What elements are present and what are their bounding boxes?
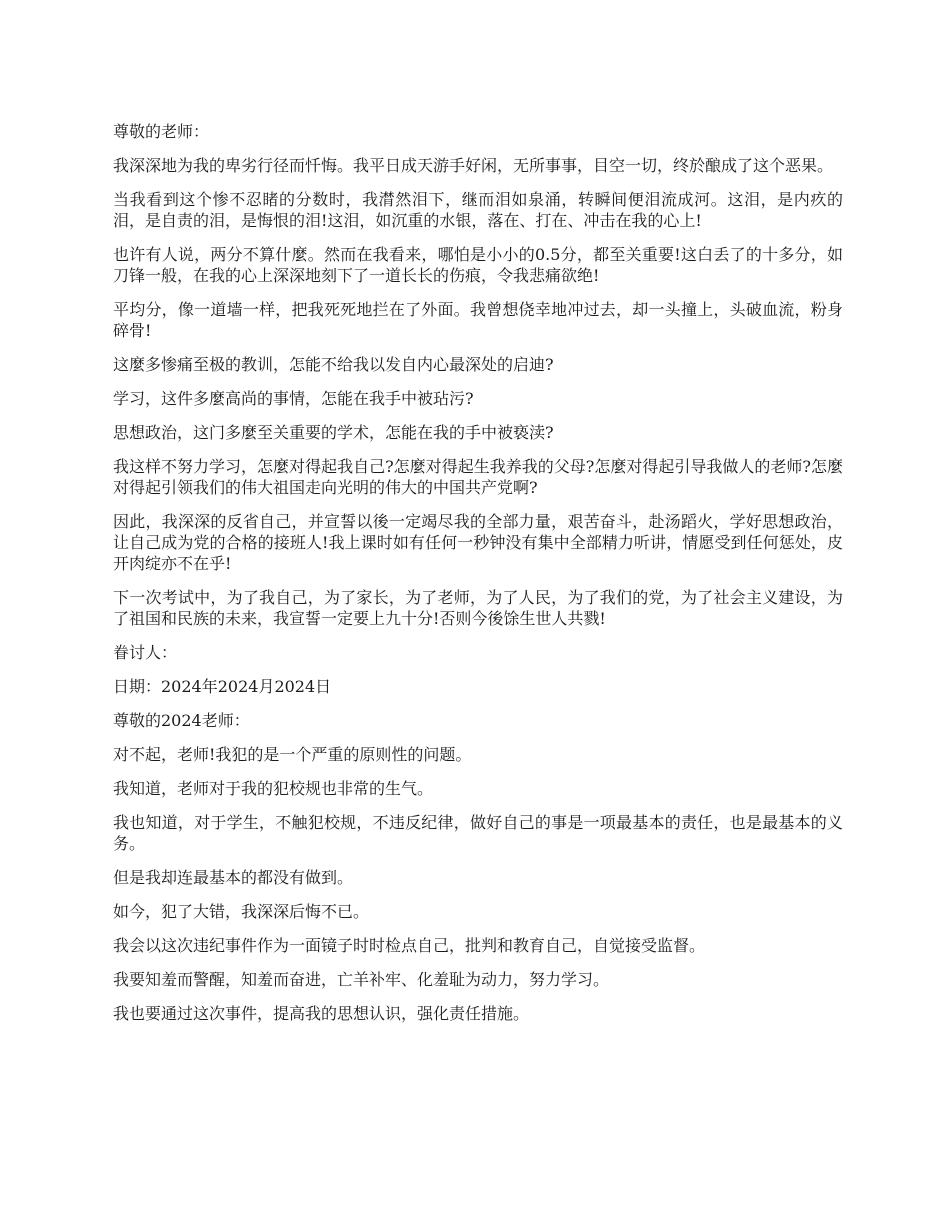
paragraph: 当我看到这个惨不忍睹的分数时，我潸然泪下，继而泪如泉涌，转瞬间便泪流成河。这泪，是内疚的泪，是自责的泪，是悔恨的泪!这泪，如沉重的水银，落在、打在、冲击在我的心上! xyxy=(113,190,843,230)
paragraph: 思想政治，这门多麼至关重要的学术，怎能在我的手中被亵渎? xyxy=(113,423,554,442)
paragraph: 因此，我深深的反省自己，并宣誓以後一定竭尽我的全部力量，艰苦奋斗，赴汤蹈火，学好思想政治，让自己成为党的合格的接班人!我上课时如有任何一秒钟没有集中全部精力听讲，情愿受到任何惩处，皮开肉绽亦不在乎! xyxy=(113,512,843,573)
salutation: 尊敬的2024老师： xyxy=(113,711,250,730)
paragraph: 对不起，老师!我犯的是一个严重的原则性的问题。 xyxy=(113,745,472,764)
paragraph: 我也知道，对于学生，不触犯校规，不违反纪律，做好自己的事是一项最基本的责任，也是最基本的义务。 xyxy=(113,813,843,853)
paragraph: 我这样不努力学习，怎麼对得起我自己?怎麼对得起生我养我的父母?怎麼对得起引导我做人的老师?怎麼对得起引领我们的伟大祖国走向光明的伟大的中国共产党啊? xyxy=(113,457,843,497)
salutation: 尊敬的老师： xyxy=(113,122,210,141)
paragraph: 但是我却连最基本的都没有做到。 xyxy=(113,868,354,887)
paragraph: 这麼多惨痛至极的教训，怎能不给我以发自内心最深处的启迪? xyxy=(113,355,554,374)
document-body xyxy=(113,121,843,1037)
paragraph: 我也要通过这次事件，提高我的思想认识，强化责任措施。 xyxy=(113,1004,530,1023)
paragraph: 我知道，老师对于我的犯校规也非常的生气。 xyxy=(113,779,434,798)
paragraph: 下一次考试中，为了我自己，为了家长，为了老师，为了人民，为了我们的党，为了社会主义建设，为了祖国和民族的未来，我宣誓一定要上九十分!否则今後馀生世人共戮! xyxy=(113,588,843,628)
paragraph: 也许有人说，两分不算什麼。然而在我看来，哪怕是小小的0.5分，都至关重要!这白丢了的十多分，如刀锋一般，在我的心上深深地刻下了一道长长的伤痕，令我悲痛欲绝! xyxy=(113,245,843,285)
paragraph: 我要知羞而警醒，知羞而奋进，亡羊补牢、化羞耻为动力，努力学习。 xyxy=(113,970,610,989)
paragraph: 我会以这次违纪事件作为一面镜子时时检点自己，批判和教育自己，自觉接受监督。 xyxy=(113,936,706,955)
paragraph: 学习，这件多麼高尚的事情，怎能在我手中被玷污? xyxy=(113,389,474,408)
paragraph: 如今，犯了大错，我深深后悔不已。 xyxy=(113,902,370,921)
date-line: 日期：2024年2024月2024日 xyxy=(113,677,332,696)
paragraph: 我深深地为我的卑劣行径而忏悔。我平日成天游手好闲，无所事事，目空一切，终於酿成了这个恶果。 xyxy=(113,156,834,175)
paragraph: 平均分，像一道墙一样，把我死死地拦在了外面。我曾想侥幸地冲过去，却一头撞上，头破血流，粉身碎骨! xyxy=(113,300,843,340)
signature-line: 眷讨人： xyxy=(113,643,178,662)
